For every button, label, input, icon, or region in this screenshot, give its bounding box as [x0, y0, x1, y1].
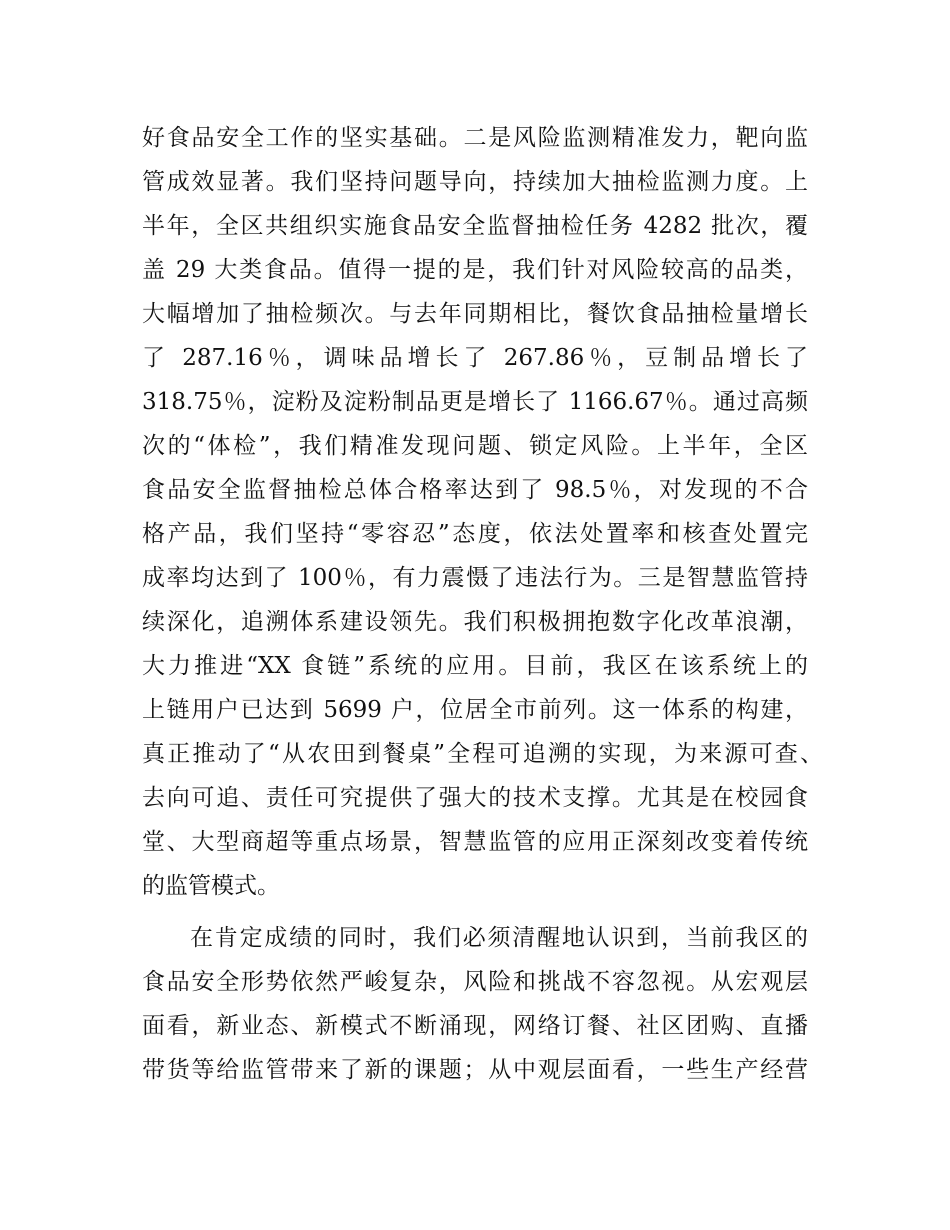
text-line: 上链用户已达到 5699 户，位居全市前列。这一体系的构建， — [142, 697, 808, 723]
text-line: 食品安全监督抽检总体合格率达到了 98.5％，对发现的不合 — [142, 477, 808, 503]
text-line: 318.75％，淀粉及淀粉制品更是增长了 1166.67％。通过高频 — [142, 389, 808, 415]
text-line: 大力推进“XX 食链”系统的应用。目前，我区在该系统上的 — [142, 653, 808, 679]
text-line: 堂、大型商超等重点场景，智慧监管的应用正深刻改变着传统 — [142, 829, 808, 855]
text-line: 次的“体检”，我们精准发现问题、锁定风险。上半年，全区 — [142, 433, 808, 459]
text-line: 盖 29 大类食品。值得一提的是，我们针对风险较高的品类， — [142, 257, 808, 283]
text-line: 成率均达到了 100％，有力震慑了违法行为。三是智慧监管持 — [142, 565, 808, 591]
text-line: 了 287.16％，调味品增长了 267.86％，豆制品增长了 — [142, 345, 808, 371]
text-line: 半年，全区共组织实施食品安全监督抽检任务 4282 批次，覆 — [142, 213, 808, 239]
text-line: 管成效显著。我们坚持问题导向，持续加大抽检监测力度。上 — [142, 169, 808, 195]
text-line: 格产品，我们坚持“零容忍”态度，依法处置率和核查处置完 — [142, 521, 808, 547]
text-line: 大幅增加了抽检频次。与去年同期相比，餐饮食品抽检量增长 — [142, 301, 808, 327]
text-line: 带货等给监管带来了新的课题；从中观层面看，一些生产经营 — [142, 1057, 808, 1083]
text-line: 续深化，追溯体系建设领先。我们积极拥抱数字化改革浪潮， — [142, 609, 808, 635]
text-line-indented: 在肯定成绩的同时，我们必须清醒地认识到，当前我区的 — [190, 925, 808, 951]
text-line: 食品安全形势依然严峻复杂，风险和挑战不容忽视。从宏观层 — [142, 969, 808, 995]
text-line: 真正推动了“从农田到餐桌”全程可追溯的实现，为来源可查、 — [142, 741, 823, 767]
text-line-last: 的监管模式。 — [142, 873, 280, 899]
text-line: 面看，新业态、新模式不断涌现，网络订餐、社区团购、直播 — [142, 1013, 808, 1039]
text-line: 好食品安全工作的坚实基础。二是风险监测精准发力，靶向监 — [142, 125, 808, 151]
text-line: 去向可追、责任可究提供了强大的技术支撑。尤其是在校园食 — [142, 785, 808, 811]
